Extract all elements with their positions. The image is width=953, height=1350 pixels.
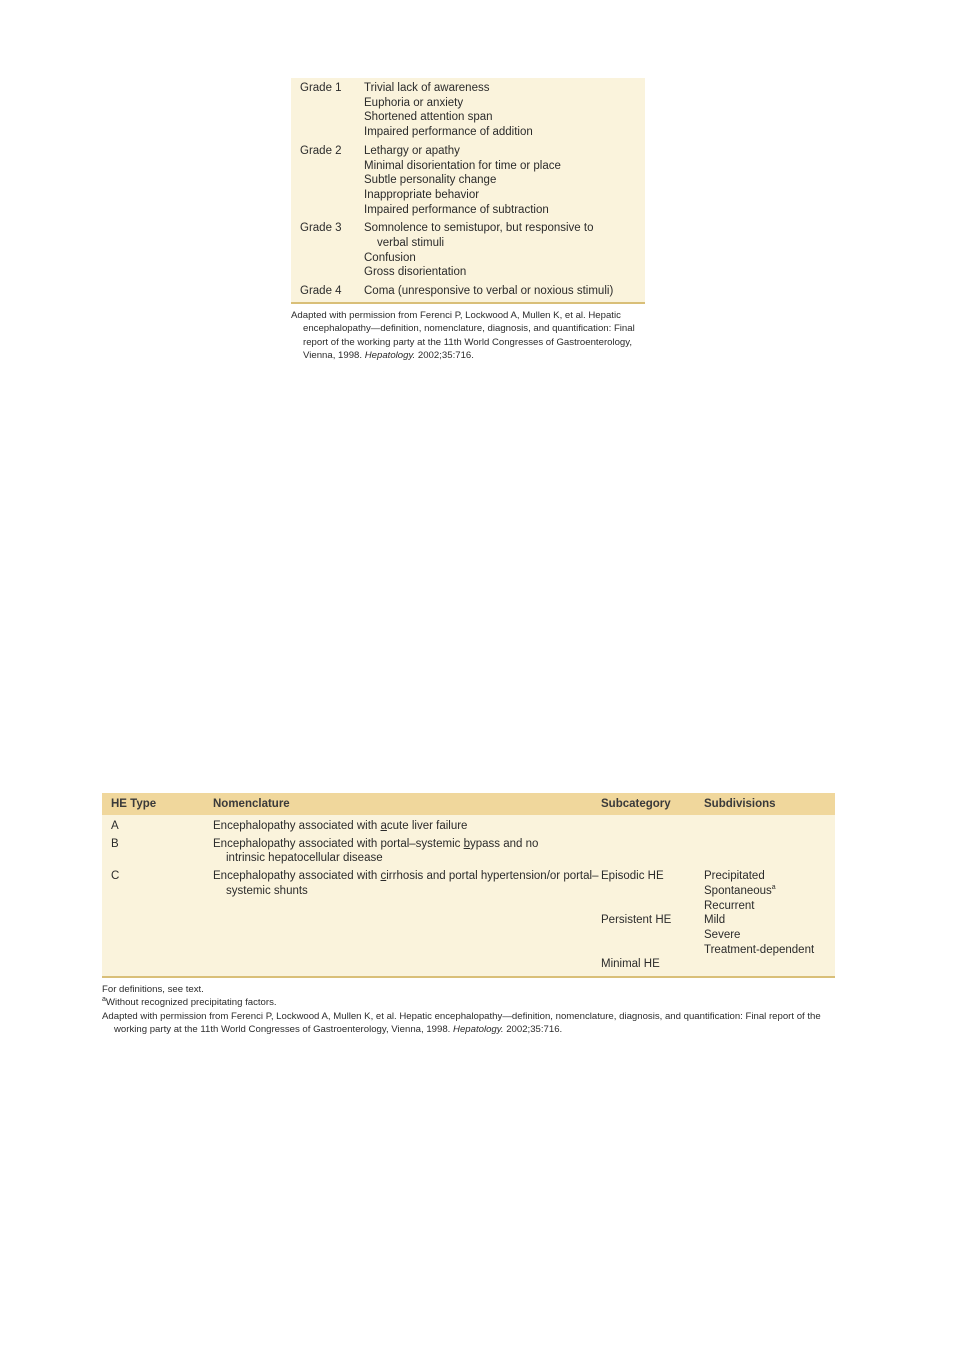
table-row (102, 837, 835, 866)
he-type-cell: A (111, 820, 119, 832)
grade-label: Grade 1 (300, 82, 342, 94)
subdivision: Severe (704, 928, 741, 941)
he-type-table (102, 793, 835, 978)
subdivision: Recurrent (704, 899, 755, 912)
grade-row (291, 81, 645, 140)
subcategory-cell: Persistent HE (601, 914, 672, 927)
citation-year: 2002;35:716. (506, 1024, 563, 1036)
table-row (102, 869, 835, 972)
grade-symptoms (364, 221, 645, 280)
symptom: Somnolence to semistupor, but responsive to verbal stimuli (364, 222, 594, 250)
subdivisions-cell (704, 869, 835, 913)
grade-symptoms (364, 81, 645, 140)
source-citation: Adapted with permission from Ferenci P, Lockwood A, Mullen K, et al. Hepatic encephalopathy—definition, nomenclature, diagnosis, and quantification: Final report of the working party at the 11th World Congresses of Gastroenterology, Vienna, 1998. Hepatology. 2002;35:716. (102, 1010, 821, 1036)
subcategory-episodic (601, 869, 835, 913)
grade-symptoms (364, 144, 645, 218)
subdivision: Precipitated (704, 870, 765, 883)
symptom: Impaired performance of subtraction (364, 203, 549, 216)
he-table-notes (102, 983, 835, 1037)
subdivision: Spontaneous (704, 884, 772, 897)
grade-row (291, 284, 645, 299)
header-nomenclature: Nomenclature (213, 798, 290, 810)
table-header (102, 793, 835, 815)
symptom: Trivial lack of awareness (364, 82, 490, 94)
footnote: $^a$Without recognized precipitating factors. (102, 996, 277, 1009)
symptom: Inappropriate behavior (364, 188, 480, 201)
header-he-type: HE Type (111, 798, 157, 810)
nomenclature-cell: Encephalopathy associated with portal–systemic bypass and no intrinsic hepatocellular disease (213, 837, 539, 865)
subcategory-cell: Episodic HE (601, 870, 664, 883)
symptom: Confusion (364, 251, 416, 264)
subcategory-cell: Minimal HE (601, 958, 660, 971)
definitions-note: For definitions, see text. (102, 984, 204, 995)
symptom: Shortened attention span (364, 111, 493, 124)
table-row (102, 819, 835, 834)
symptom: Impaired performance of addition (364, 126, 533, 139)
header-subdivisions: Subdivisions (704, 798, 776, 810)
symptom: Lethargy or apathy (364, 144, 460, 157)
footnote-mark: a (771, 883, 776, 891)
symptom: Gross disorientation (364, 266, 467, 279)
source-citation: Adapted with permission from Ferenci P, Lockwood A, Mullen K, et al. Hepatic encephalopathy—definition, nomenclature, diagnosis, and quantification: Final report of the working party at the 11th World Congresses of Gastroenterology, Vienna, 1998. (291, 310, 635, 362)
nomenclature-cell: Encephalopathy associated with cirrhosis and portal hypertension/or portal–systemic shunts (213, 870, 599, 897)
grade-table (291, 78, 645, 304)
subcategory-persistent (601, 913, 835, 957)
grade-row (291, 144, 645, 218)
subcategory-minimal (601, 957, 835, 972)
symptom: Euphoria or anxiety (364, 96, 464, 109)
grade-symptoms (364, 284, 645, 299)
grade-table-source-note (291, 309, 645, 363)
header-subcategory: Subcategory (601, 798, 671, 810)
grade-label: Grade 2 (300, 144, 342, 157)
nomenclature-cell: Encephalopathy associated with acute liver failure (213, 820, 468, 832)
subdivision: Treatment-dependent (704, 943, 815, 956)
grade-label: Grade 3 (300, 222, 342, 235)
symptom: Subtle personality change (364, 174, 497, 187)
symptom: Minimal disorientation for time or place (364, 159, 561, 172)
subdivision: Mild (704, 914, 726, 927)
journal-name: Hepatology. (453, 1024, 504, 1036)
symptom: Coma (unresponsive to verbal or noxious stimuli) (364, 285, 614, 298)
journal-name: Hepatology. (364, 350, 416, 362)
he-type-cell: B (111, 837, 119, 850)
grade-row (291, 221, 645, 280)
he-type-cell: C (111, 870, 120, 883)
citation-year: 2002;35:716. (417, 350, 474, 362)
grade-label: Grade 4 (300, 285, 342, 298)
subdivisions-cell (704, 913, 835, 957)
